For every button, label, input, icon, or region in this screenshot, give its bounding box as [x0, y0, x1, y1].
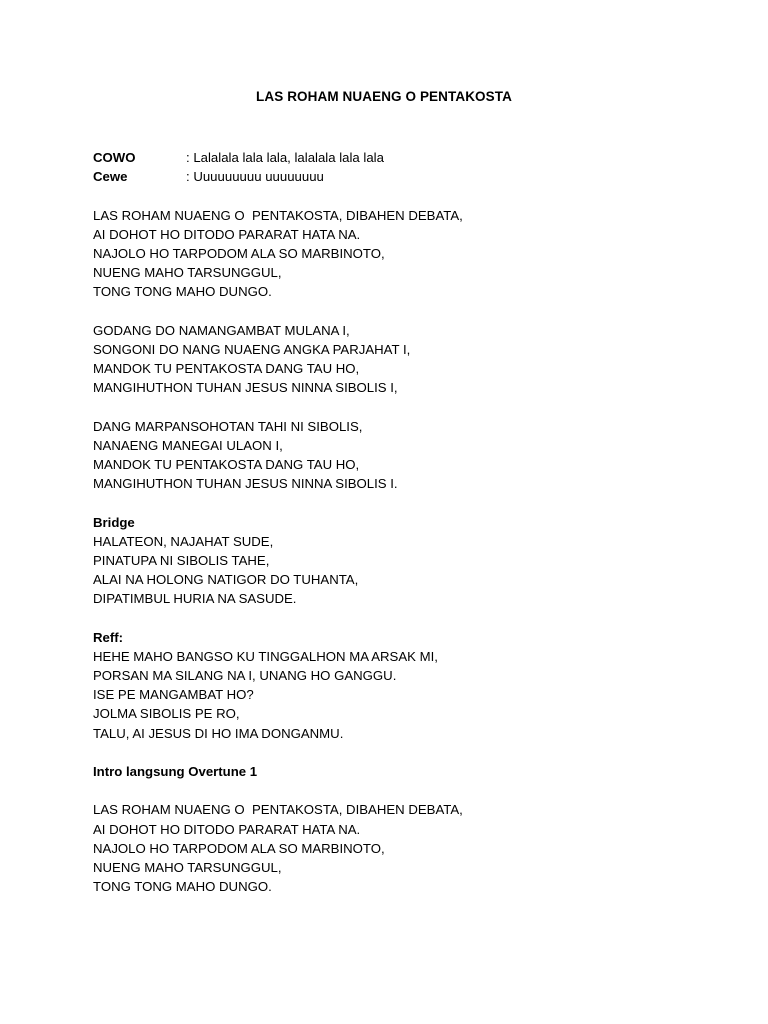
- lyric-line: NANAENG MANEGAI ULAON I,: [93, 437, 283, 453]
- role-text: : Lalalala lala lala, lalalala lala lala: [186, 150, 384, 165]
- lyric-line: NAJOLO HO TARPODOM ALA SO MARBINOTO,: [93, 840, 385, 856]
- spacer: [93, 781, 713, 800]
- spacer: [93, 493, 713, 512]
- lyric-line: MANGIHUTHON TUHAN JESUS NINNA SIBOLIS I,: [93, 380, 398, 396]
- lyric-line: NUENG MAHO TARSUNGGUL,: [93, 859, 282, 875]
- role-row-cewe: [93, 167, 713, 186]
- spacer: [93, 609, 713, 628]
- role-name: COWO: [93, 150, 136, 165]
- lyric-line: GODANG DO NAMANGAMBAT MULANA I,: [93, 322, 350, 338]
- lyric-line: TONG TONG MAHO DUNGO.: [93, 879, 272, 895]
- lyric-line: NAJOLO HO TARPODOM ALA SO MARBINOTO,: [93, 245, 385, 261]
- reff-label: Reff:: [93, 629, 124, 645]
- lyric-line: ALAI NA HOLONG NATIGOR DO TUHANTA,: [93, 572, 359, 588]
- lyric-line: NUENG MAHO TARSUNGGUL,: [93, 265, 282, 281]
- lyric-line: ISE PE MANGAMBAT HO?: [93, 687, 254, 703]
- reff-section: [93, 628, 713, 743]
- lyric-line: HEHE MAHO BANGSO KU TINGGALHON MA ARSAK MI,: [93, 648, 438, 664]
- lyric-line: MANGIHUTHON TUHAN JESUS NINNA SIBOLIS I.: [93, 476, 398, 492]
- lyric-line: TALU, AI JESUS DI HO IMA DONGANMU.: [93, 725, 344, 741]
- lyric-line: JOLMA SIBOLIS PE RO,: [93, 706, 240, 722]
- spacer: [93, 302, 713, 321]
- lyric-line: DANG MARPANSOHOTAN TAHI NI SIBOLIS,: [93, 418, 363, 434]
- lyric-line: LAS ROHAM NUAENG O PENTAKOSTA, DIBAHEN DEBATA,: [93, 207, 463, 223]
- bridge-label: Bridge: [93, 514, 135, 530]
- lyric-line: PINATUPA NI SIBOLIS TAHE,: [93, 552, 270, 568]
- spacer: [93, 186, 713, 205]
- lyric-line: MANDOK TU PENTAKOSTA DANG TAU HO,: [93, 361, 360, 377]
- song-title: LAS ROHAM NUAENG O PENTAKOSTA: [256, 89, 512, 104]
- spacer: [93, 743, 713, 762]
- role-name: Cewe: [93, 169, 128, 185]
- verse-1: [93, 206, 713, 302]
- spacer: [93, 397, 713, 416]
- lyric-line: PORSAN MA SILANG NA I, UNANG HO GANGGU.: [93, 668, 397, 684]
- lyric-line: MANDOK TU PENTAKOSTA DANG TAU HO,: [93, 457, 360, 472]
- intro-label: Intro langsung Overtune 1: [93, 764, 258, 779]
- verse-2: [93, 321, 713, 398]
- lyric-line: HALATEON, NAJAHAT SUDE,: [93, 533, 274, 549]
- verse-repeat: [93, 800, 713, 896]
- lyric-line: DIPATIMBUL HURIA NA SASUDE.: [93, 591, 297, 607]
- lyric-line: AI DOHOT HO DITODO PARARAT HATA NA.: [93, 226, 361, 242]
- lyric-line: LAS ROHAM NUAENG O PENTAKOSTA, DIBAHEN DEBATA,: [93, 802, 463, 818]
- role-text: : Uuuuuuuuu uuuuuuuu: [186, 169, 324, 185]
- lyrics-body: [93, 148, 713, 896]
- lyric-line: AI DOHOT HO DITODO PARARAT HATA NA.: [93, 821, 361, 837]
- role-row-cowo: [93, 148, 713, 167]
- verse-3: [93, 417, 713, 494]
- lyric-line: TONG TONG MAHO DUNGO.: [93, 284, 272, 300]
- lyric-line: SONGONI DO NANG NUAENG ANGKA PARJAHAT I,: [93, 341, 411, 357]
- bridge-section: [93, 513, 713, 609]
